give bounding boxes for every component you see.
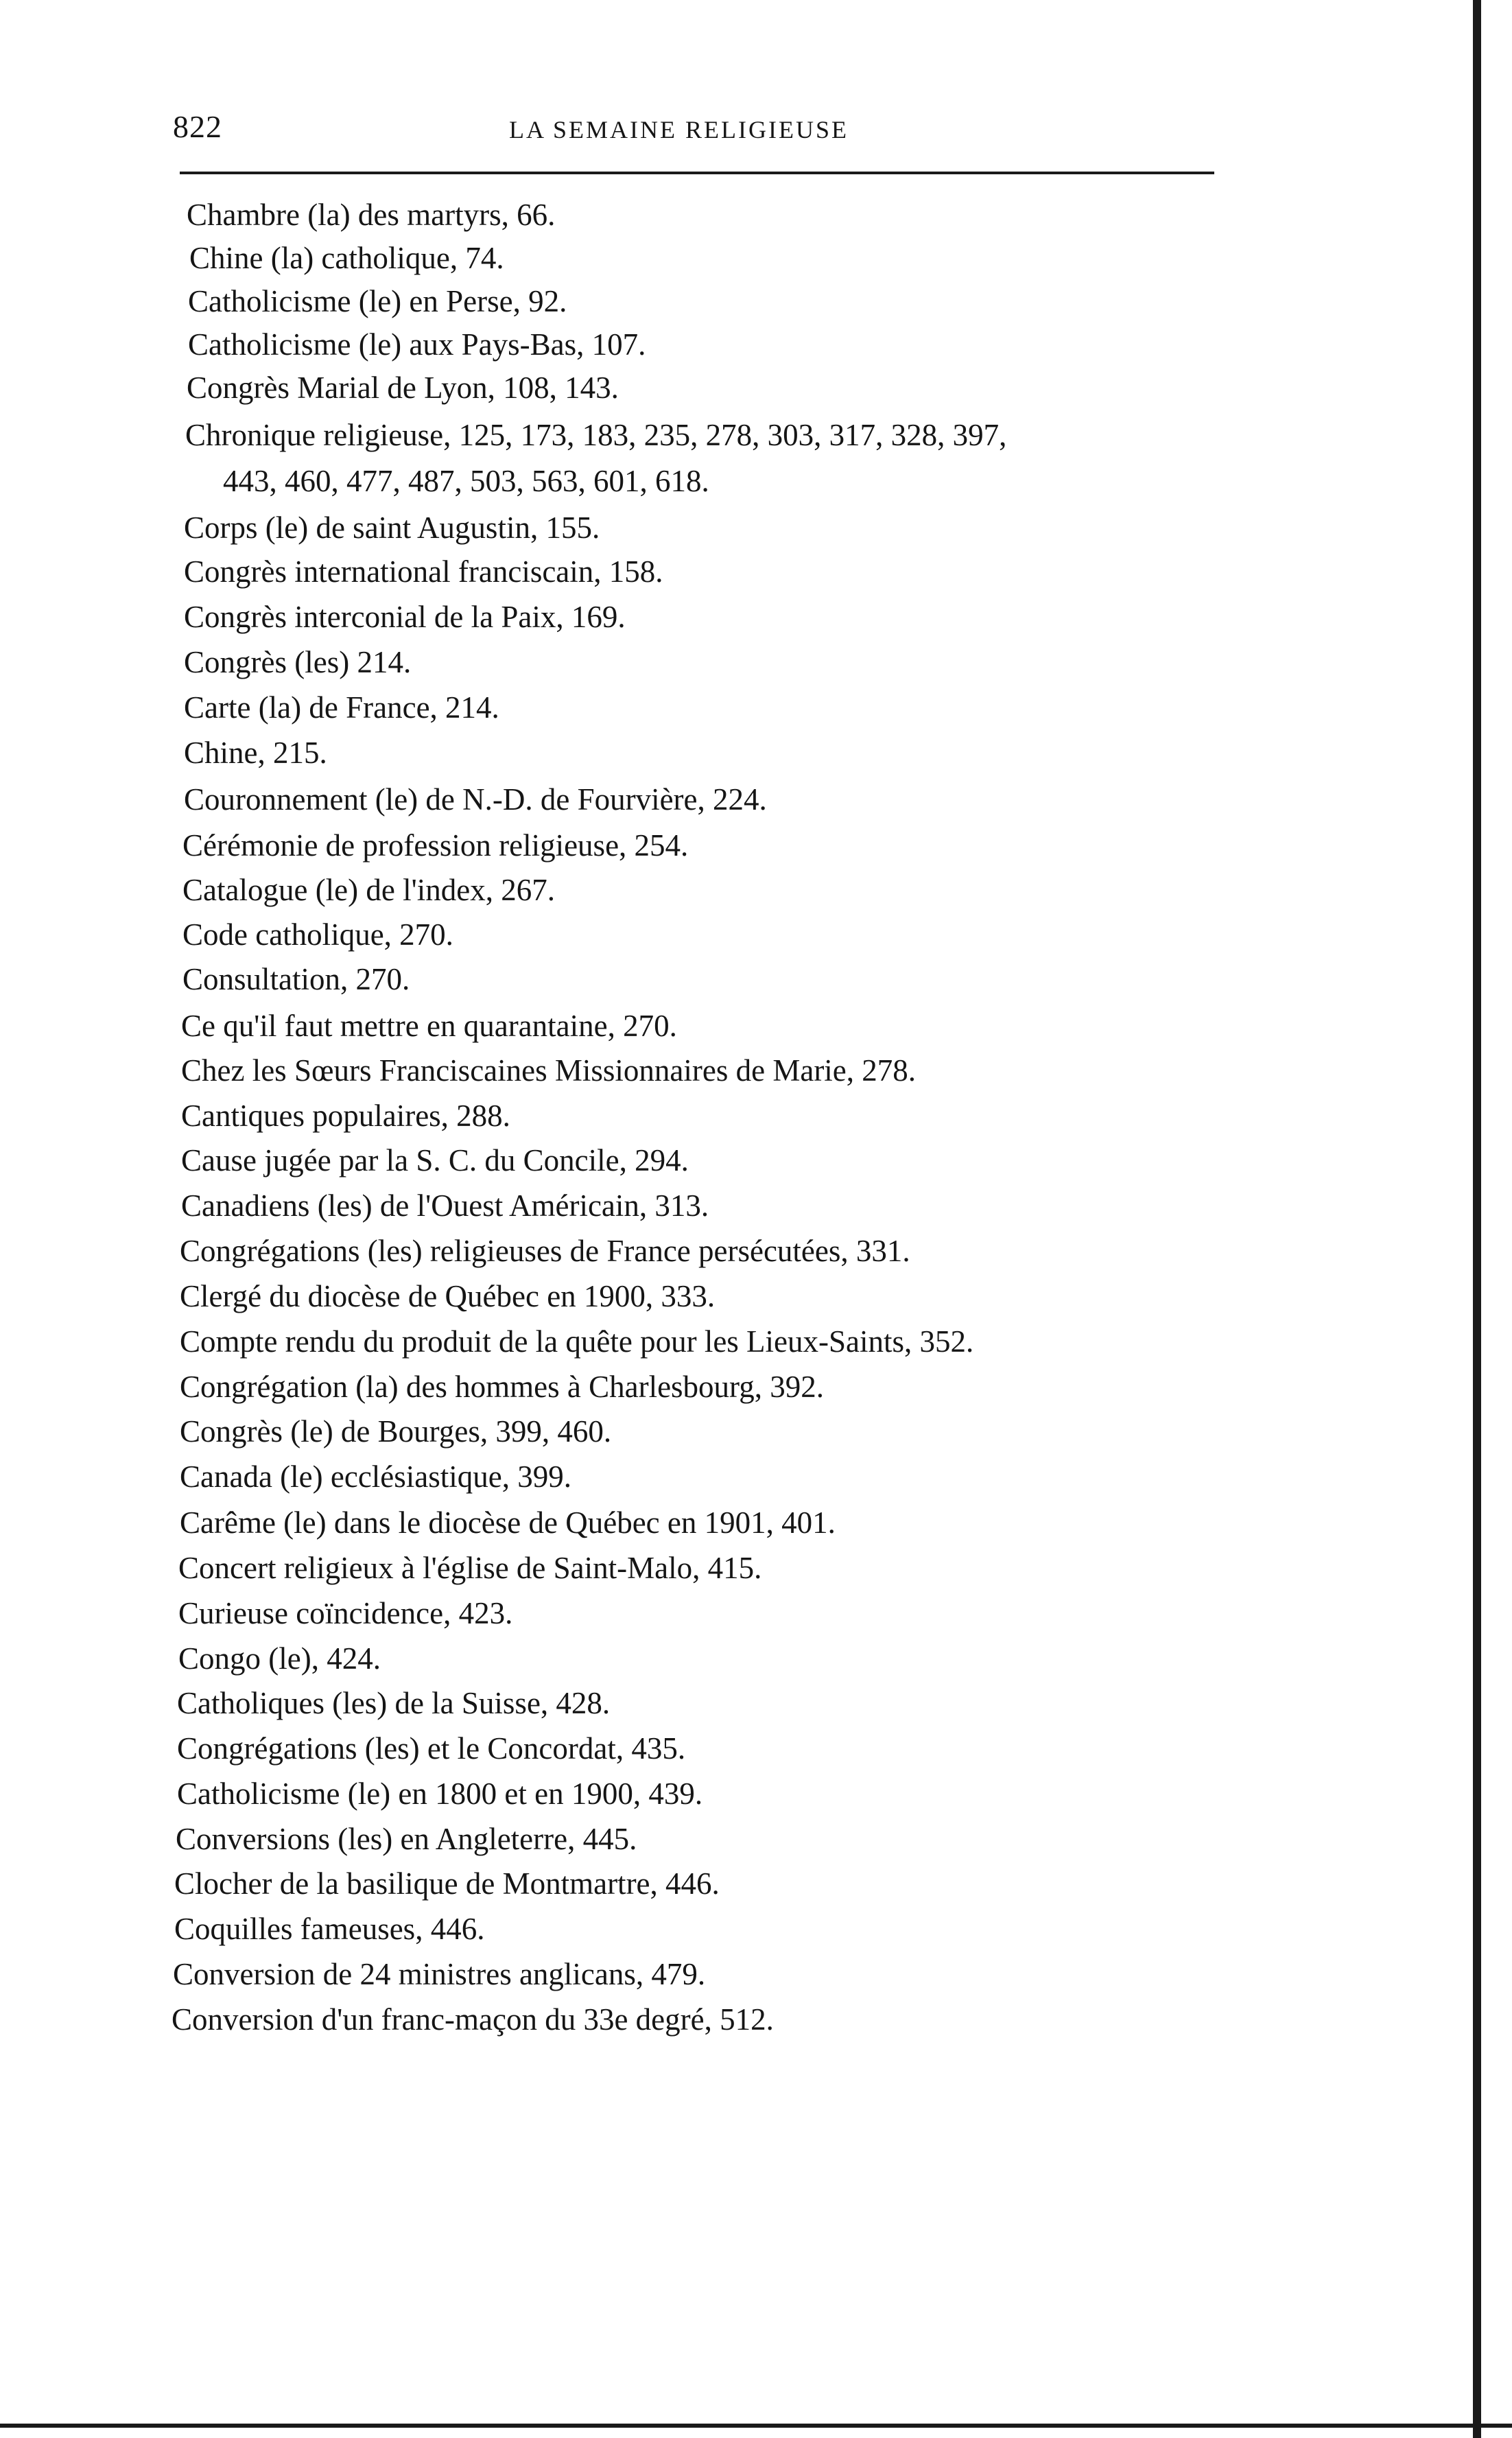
index-entry: Catholicisme (le) en 1800 et en 1900, 439. <box>177 1777 703 1811</box>
index-entry: Congrégation (la) des hommes à Charlesbourg, 392. <box>180 1370 824 1404</box>
index-entry: Congrès (le) de Bourges, 399, 460. <box>180 1414 612 1449</box>
index-entry: Compte rendu du produit de la quête pour les Lieux-Saints, 352. <box>180 1324 974 1359</box>
index-entry: Corps (le) de saint Augustin, 155. <box>184 511 600 545</box>
running-title: LA SEMAINE RELIGIEUSE <box>509 116 849 143</box>
index-entry: Carte (la) de France, 214. <box>184 690 499 725</box>
index-entry: Canadiens (les) de l'Ouest Américain, 313. <box>181 1188 709 1223</box>
index-entry: Chine (la) catholique, 74. <box>189 241 504 275</box>
index-entry: Consultation, 270. <box>182 962 410 996</box>
index-entry: 443, 460, 477, 487, 503, 563, 601, 618. <box>223 464 709 498</box>
index-entry: Conversion d'un franc-maçon du 33e degré, 512. <box>172 2002 774 2037</box>
index-entry: Congrès interconial de la Paix, 169. <box>184 600 626 634</box>
index-entry: Congrès international franciscain, 158. <box>184 554 663 589</box>
index-entry: Catholiques (les) de la Suisse, 428. <box>177 1686 611 1720</box>
index-entry: Congo (le), 424. <box>178 1641 381 1676</box>
index-entry: Congrès Marial de Lyon, 108, 143. <box>187 371 619 405</box>
page-header <box>173 108 1216 156</box>
index-entry: Chez les Sœurs Franciscaines Missionnaires de Marie, 278. <box>181 1053 917 1088</box>
index-entry: Chambre (la) des martyrs, 66. <box>187 198 556 232</box>
index-entry: Congrès (les) 214. <box>184 645 412 679</box>
index-entry: Catholicisme (le) aux Pays-Bas, 107. <box>188 327 646 362</box>
index-entry: Cérémonie de profession religieuse, 254. <box>182 828 689 863</box>
index-entry: Clergé du diocèse de Québec en 1900, 333. <box>180 1279 716 1313</box>
index-entry: Couronnement (le) de N.-D. de Fourvière, 224. <box>184 782 767 817</box>
index-entry: Conversion de 24 ministres anglicans, 479. <box>173 1957 706 1991</box>
page-number: 822 <box>173 109 222 144</box>
index-entry: Congrégations (les) religieuses de France persécutées, 331. <box>180 1234 910 1268</box>
index-entry: Cantiques populaires, 288. <box>181 1099 510 1133</box>
index-entry: Canada (le) ecclésiastique, 399. <box>180 1460 572 1494</box>
index-entry: Code catholique, 270. <box>182 917 453 952</box>
index-entry: Clocher de la basilique de Montmartre, 446. <box>174 1866 720 1901</box>
header-rule <box>180 172 1214 174</box>
index-entry: Curieuse coïncidence, 423. <box>178 1596 513 1630</box>
page-edge-shadow <box>1473 0 1481 2438</box>
bottom-edge-rule <box>0 2424 1512 2428</box>
index-entry: Carême (le) dans le diocèse de Québec en 1901, 401. <box>180 1505 836 1540</box>
index-entry: Catholicisme (le) en Perse, 92. <box>188 284 567 318</box>
index-entry: Chronique religieuse, 125, 173, 183, 235, 278, 303, 317, 328, 397, <box>185 418 1007 452</box>
index-entry: Chine, 215. <box>184 736 327 770</box>
index-entry: Cause jugée par la S. C. du Concile, 294. <box>181 1143 689 1177</box>
index-entry: Coquilles fameuses, 446. <box>174 1912 485 1946</box>
index-entry: Catalogue (le) de l'index, 267. <box>182 873 555 907</box>
index-entry: Congrégations (les) et le Concordat, 435. <box>177 1731 686 1766</box>
index-entry: Concert religieux à l'église de Saint-Malo, 415. <box>178 1551 762 1585</box>
index-entry: Conversions (les) en Angleterre, 445. <box>176 1822 637 1856</box>
index-entry: Ce qu'il faut mettre en quarantaine, 270. <box>181 1009 677 1043</box>
